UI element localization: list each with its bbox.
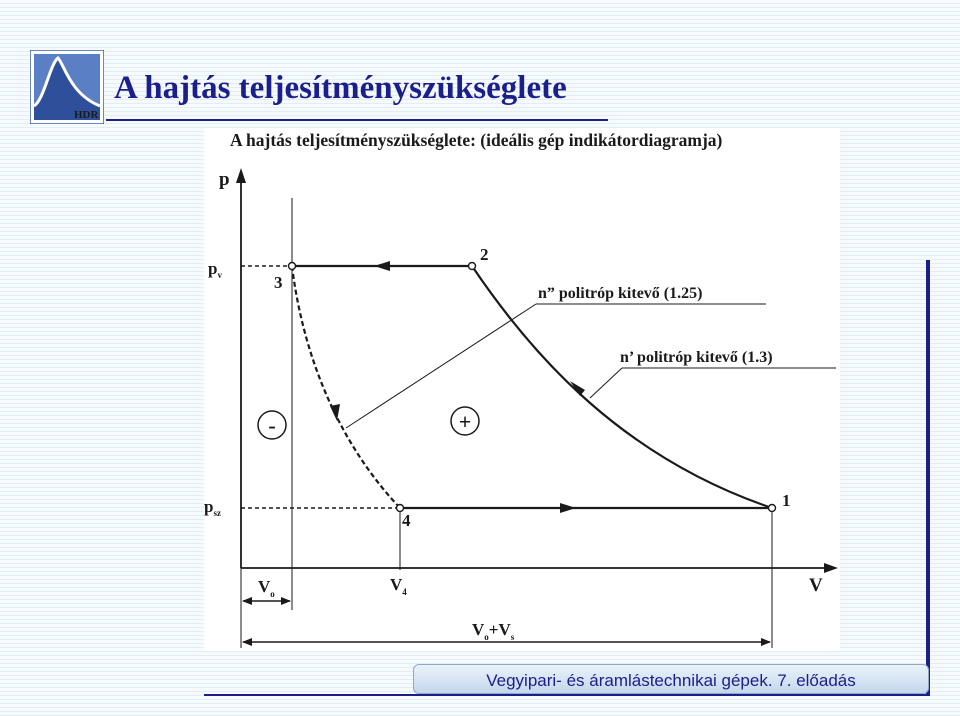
hdr-logo — [30, 50, 104, 124]
p-axis-label: p — [219, 169, 230, 190]
process-3-4 — [292, 266, 400, 508]
annotation-n1-exponent: n’ politróp kitevő (1.3) — [620, 349, 773, 366]
slide-title: A hajtás teljesítményszükséglete — [114, 70, 567, 106]
vo-vs-label: $V_o+V_s$ — [472, 620, 515, 642]
footer-banner — [413, 664, 929, 694]
arrow-2-3 — [374, 261, 390, 271]
p-axis-arrow — [236, 168, 246, 183]
leader-n1 — [590, 368, 622, 398]
negative-work-sign: - — [268, 413, 276, 438]
process-1-2 — [472, 266, 772, 508]
decorative-horizontal-bar — [204, 694, 930, 696]
state-point-2 — [469, 263, 476, 270]
v4-label: $V_4$ — [390, 575, 407, 597]
leader-n2 — [346, 304, 536, 428]
vo-label: $V_o$ — [258, 577, 275, 599]
state-point-1 — [769, 505, 776, 512]
pv-label: $p_v$ — [208, 259, 222, 280]
point-3-label: 3 — [274, 273, 283, 292]
annotation-n2-exponent: n” politróp kitevő (1.25) — [538, 285, 703, 302]
positive-work-sign: + — [458, 409, 472, 434]
v-axis-label: V — [809, 575, 823, 596]
diagram-title: A hajtás teljesítményszükséglete: (ideális gép indikátordiagramja) — [230, 130, 723, 150]
indicator-diagram — [204, 128, 840, 651]
arrow-4-1 — [560, 503, 576, 513]
arrow-1-2 — [570, 381, 585, 396]
title-divider — [106, 119, 608, 121]
point-4-label: 4 — [402, 511, 411, 530]
psz-label: $p_{sz}$ — [204, 497, 221, 518]
point-2-label: 2 — [480, 245, 489, 264]
decorative-vertical-bar — [926, 260, 930, 696]
footer-text: Vegyipari- és áramlástechnikai gépek. 7. előadás — [486, 671, 856, 690]
state-point-3 — [289, 263, 296, 270]
v-axis-arrow — [824, 563, 838, 573]
point-1-label: 1 — [782, 491, 791, 510]
logo-text: HDR — [74, 109, 99, 121]
